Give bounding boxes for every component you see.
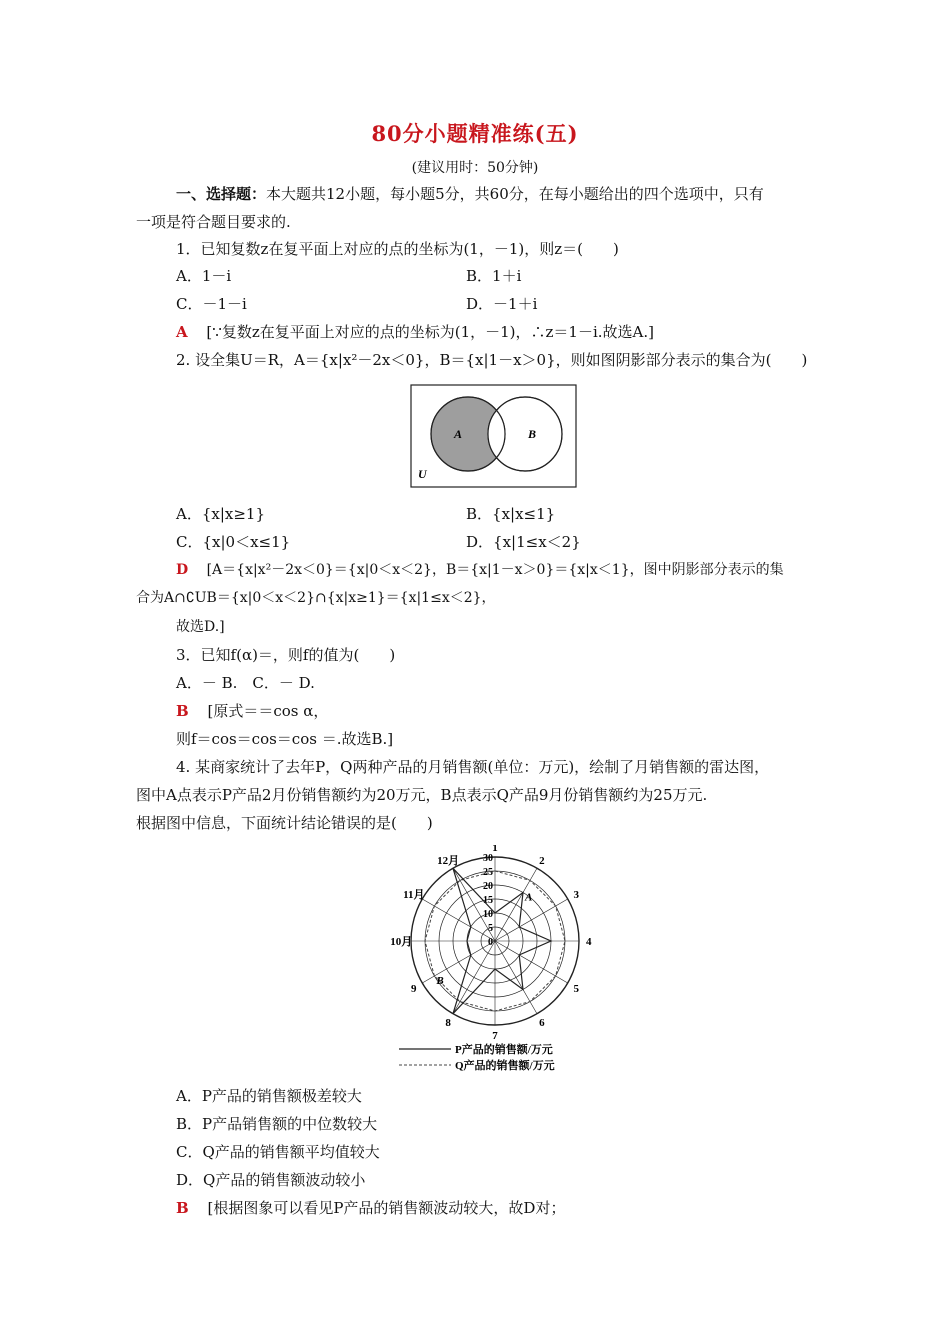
radar-scale-tick: 10	[483, 909, 493, 920]
venn-label-b: B	[528, 427, 537, 441]
q3-answer-line1	[176, 701, 328, 721]
q4-answer	[176, 1198, 565, 1218]
q4-stem-line3: 根据图中信息，下面统计结论错误的是( )	[136, 814, 433, 832]
q4-option-a: A．P产品的销售额极差较大	[176, 1087, 362, 1105]
q2-option-b: B．{x|x≤1}	[466, 505, 556, 523]
venn-label-a: A	[454, 427, 463, 441]
q4-answer-letter: B	[176, 1199, 189, 1217]
radar-scale-tick: 20	[483, 881, 493, 892]
radar-month-tick: 7	[492, 1029, 498, 1042]
q3-answer-letter: B	[176, 702, 189, 720]
radar-scale-labels	[483, 853, 493, 948]
radar-month-tick: 6	[539, 1017, 545, 1030]
q4-option-c: C．Q产品的销售额平均值较大	[176, 1143, 380, 1161]
radar-month-tick: 5	[573, 982, 579, 995]
q2-option-a: A．{x|x≥1}	[176, 505, 266, 523]
q2-answer-text: [A＝{x|x²－2x＜0}＝{x|0＜x＜2}，B＝{x|1－x＞0}＝{x|x＜1}，图中阴影部分表示的集	[206, 562, 784, 578]
q4-option-b: B．P产品销售额的中位数较大	[176, 1115, 378, 1133]
q1-answer-text: [∵复数z在复平面上对应的点的坐标为(1，－1)，∴z＝1－i.故选A.]	[206, 323, 654, 341]
q3-stem: 3．已知f(α)＝，则f的值为( )	[176, 646, 396, 664]
q1-option-a: A．1－i	[176, 267, 232, 285]
q2-option-c: C．{x|0＜x≤1}	[176, 533, 291, 551]
radar-scale-tick: 30	[483, 853, 493, 864]
q4-option-d: D．Q产品的销售额波动较小	[176, 1171, 366, 1189]
radar-spoke	[422, 941, 495, 983]
q2-answer-letter: D	[176, 562, 189, 578]
radar-month-tick: 3	[573, 889, 579, 902]
radar-month-tick: 4	[586, 936, 592, 948]
q2-answer-line2: 合为A∩∁UB＝{x|0＜x＜2}∩{x|x≥1}＝{x|1≤x＜2}，	[136, 590, 496, 606]
page-subtitle: (建议用时：50分钟)	[411, 160, 539, 176]
radar-spoke	[495, 868, 537, 941]
q2-answer-line1	[176, 560, 784, 580]
section-heading: 一、选择题：	[176, 185, 267, 203]
q4-stem-line1: 4. 某商家统计了去年P，Q两种产品的月销售额(单位：万元)，绘制了月销售额的雷达图，	[176, 758, 770, 776]
legend-p-label: P产品的销售额/万元	[455, 1044, 553, 1056]
section-intro-line2: 一项是符合题目要求的.	[136, 213, 291, 231]
radar-spoke	[453, 941, 495, 1014]
radar-scale-tick: 0	[488, 937, 493, 948]
radar-scale-tick: 25	[483, 867, 493, 878]
section-intro-line1	[176, 184, 764, 204]
radar-month-tick: 10月	[390, 936, 413, 948]
radar-scale-tick: 15	[483, 895, 493, 906]
q3-answer-line2: 则f＝cos＝cos＝cos ＝.故选B.]	[176, 730, 394, 748]
q1-option-d: D．－1＋i	[466, 295, 538, 313]
radar-month-tick: 12月	[437, 854, 460, 867]
radar-month-tick: 9	[411, 982, 417, 995]
radar-grid	[411, 854, 579, 1025]
q1-stem: 1．已知复数z在复平面上对应的点的坐标为(1，－1)，则z＝( )	[176, 240, 619, 258]
radar-spoke	[495, 941, 537, 1014]
radar-month-tick: 11月	[403, 889, 425, 902]
q2-answer-line3: 故选D.]	[176, 619, 225, 635]
q4-stem-line2: 图中A点表示P产品2月份销售额约为20万元，B点表示Q产品9月份销售额约为25万元.	[136, 786, 708, 804]
page-title: 80分小题精准练(五)	[371, 121, 579, 146]
radar-point-a-label: A	[525, 891, 533, 904]
legend-q-label: Q产品的销售额/万元	[455, 1060, 555, 1072]
radar-chart	[385, 845, 605, 1075]
radar-scale-tick: 5	[488, 923, 493, 934]
venn-label-u: U	[418, 467, 427, 481]
q1-answer	[176, 322, 654, 342]
q4-answer-text: [根据图象可以看见P产品的销售额波动较大，故D对；	[207, 1199, 566, 1217]
radar-month-tick: 8	[445, 1017, 451, 1030]
q1-option-b: B．1＋i	[466, 267, 522, 285]
radar-month-tick: 2	[539, 854, 545, 867]
q2-stem: 2. 设全集U＝R，A＝{x|x²－2x＜0}，B＝{x|1－x＞0}，则如图阴影部分表示的集合为( )	[176, 351, 808, 369]
q2-option-d: D．{x|1≤x＜2}	[466, 533, 581, 551]
venn-diagram	[410, 384, 578, 490]
radar-month-tick: 1	[492, 845, 498, 855]
q1-option-c: C．－1－i	[176, 295, 247, 313]
q3-answer-text: [原式＝＝cos α，	[207, 702, 329, 720]
section-intro-text: 本大题共12小题，每小题5分，共60分，在每小题给出的四个选项中，只有	[266, 185, 764, 203]
q1-answer-letter: A	[176, 323, 188, 341]
radar-point-b-label: B	[436, 975, 444, 987]
q3-options: A．－ B. C．－ D.	[176, 674, 315, 692]
